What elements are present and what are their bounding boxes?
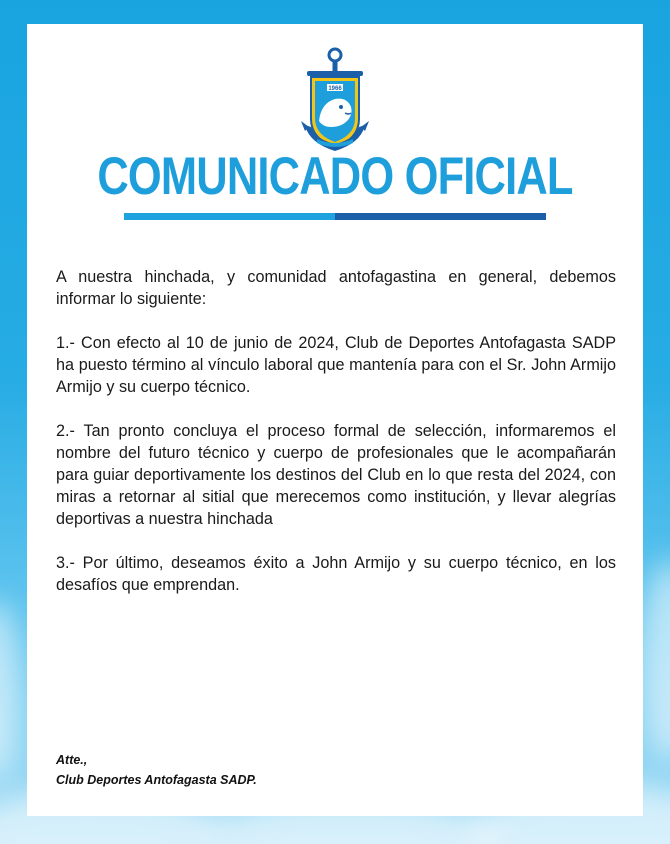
announcement-body <box>56 266 616 618</box>
signature-block <box>56 750 456 790</box>
signature-greeting: Atte., <box>56 753 88 767</box>
paragraph-point-2: 2.- Tan pronto concluya el proceso formal de selección, informaremos el nombre del futuro técnico y cuerpo de profesionales que le acompañarán para guiar deportivamente los destinos del Club en lo que resta del 2024, con miras a retornar al sitial que merecemos como institución, y llevar alegrías deportivas a nuestra hinchada <box>56 422 616 528</box>
paragraph-point-1: 1.- Con efecto al 10 de junio de 2024, Club de Deportes Antofagasta SADP ha puesto término al vínculo laboral que mantenía para con el Sr. John Armijo Armijo y su cuerpo técnico. <box>56 334 616 396</box>
page-title: COMUNICADO OFICIAL <box>97 147 573 206</box>
underline-segment-dark <box>335 213 546 220</box>
title-underline <box>124 213 546 220</box>
underline-segment-light <box>124 213 335 220</box>
paragraph-point-3: 3.- Por último, deseamos éxito a John Armijo y su cuerpo técnico, en los desafíos que emprendan. <box>56 554 616 594</box>
announcement-card <box>27 24 643 816</box>
signature-organization: Club Deportes Antofagasta SADP. <box>56 773 257 787</box>
background-cloud <box>0 600 20 780</box>
paragraph-intro: A nuestra hinchada, y comunidad antofagastina en general, debemos informar lo siguiente: <box>56 268 616 308</box>
background-cloud <box>640 560 670 760</box>
club-crest-icon <box>297 47 373 157</box>
crest-year: 1966 <box>328 86 342 92</box>
